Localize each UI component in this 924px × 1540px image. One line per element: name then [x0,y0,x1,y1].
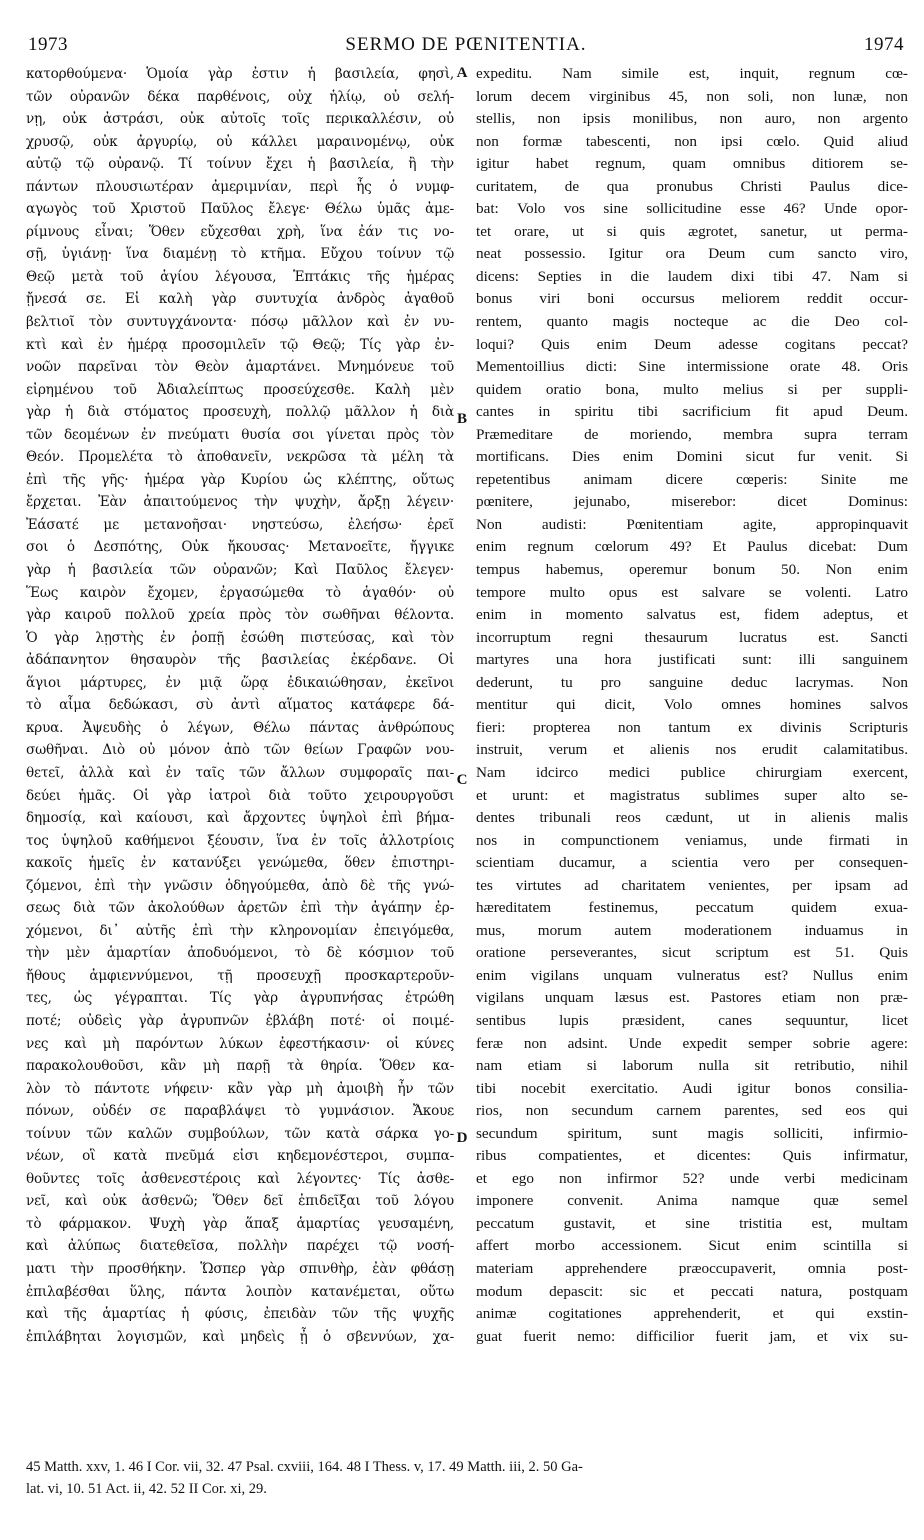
latin-text-line: curitatem, de qua pronubus Christi Paulus dice- [476,177,908,195]
latin-text-line: stellis, non ipsis monilibus, non auro, non argento [476,110,908,128]
greek-text-line: σωθῆναι. Διὸ οὐ μόνον ἀπὸ τῶν θείων Γραφῶν νου- [26,742,454,759]
latin-text-line: nam etiam si laborum nulla sit retributio, nihil [476,1057,908,1075]
latin-text-line: non formæ tabescenti, non ipsi cœlo. Quid aliud [476,132,908,150]
greek-text-line: Θεῷ μετὰ τοῦ ἁγίου λέγουσα, Ἑπτάκις τῆς ἡμέρας [26,268,454,285]
greek-text-line: κτὶ καὶ ἐν ἡμέρᾳ προσομιλεῖν τῷ Θεῷ; Τίς γὰρ ἐν- [26,336,454,353]
latin-text-line: Non audisti: Pœnitentiam agite, appropinquavit [476,515,908,533]
greek-text-line: δημοσίᾳ, καὶ καίουσι, καὶ ἄρχοντες ὑψηλοὶ ἐπὶ βήμα- [26,810,454,827]
greek-text-line: τὸ αἷμα δεδώκασι, σὺ ἀντὶ αἵματος κατάφερε δά- [26,697,454,714]
latin-text-line: nos in compunctionem veniamus, unde firmati in [476,831,908,849]
greek-text-line: Θεόν. Προμελέτα τὸ ἀποθανεῖν, νεκρῶσα τὰ μέλη τὰ [26,449,454,466]
latin-text-line: dederunt, tu pro sanguine deduc lacrymas. Non [476,673,908,691]
greek-text-line: θοῦντες τοῖς ἀσθενεστέροις καὶ λέγοντες· Τίς ἀσθε- [26,1170,454,1187]
latin-text-line: dentes tribunali reos cædunt, ut in alienis malis [476,809,908,827]
greek-text-line: τοίνυν τῶν καλῶν συμβούλων, τῶν κατὰ σάρκα γο- [26,1125,454,1142]
greek-text-line: ἔρχεται. Ἐὰν ἀπαιτούμενος τὴν ψυχὴν, ἄρξῃ λέγειν· [26,494,454,511]
latin-text-line: lorum decem virginibus 45, non soli, non lunæ, non [476,87,908,105]
latin-text-line: expeditu. Nam simile est, inquit, regnum cœ- [476,65,908,82]
greek-text-line: τὸ φάρμακον. Ψυχὴ γὰρ ἅπαξ ἁμαρτίας γευσαμένη, [26,1215,454,1232]
greek-text-line: σῇ, ὑγιάνῃ· ἵνα διαμένῃ τὸ κτῆμα. Εὔχου τοίνυν τῷ [26,246,454,263]
greek-text-line: καὶ τῆς ἁμαρτίας ἡ φύσις, ἐπειδὰν τῶν τῆς ψυχῆς [26,1306,454,1323]
latin-text-line: enim vigilans unquam vulneratus est? Nullus enim [476,966,908,984]
latin-text-line: scientiam ducamur, a scientia vero per consequen- [476,854,908,872]
greek-text-line: καὶ ἀλύπως διατεθεῖσα, πολλὴν παρέχει τῷ νοσή- [26,1238,454,1255]
latin-text-line: dicens: Septies in die laudem dixi tibi 47. Nam si [476,267,908,285]
section-marker-c: C [456,772,468,788]
greek-text-line: ἅγιοι μάρτυρες, ἐν μιᾷ ὥρᾳ ἐδικαιώθησαν, ἐκεῖνοι [26,674,454,691]
greek-text-line: νεῖ, καὶ οὐκ ἀσθενῶ; Ὅθεν δεῖ ἐπιδεῖξαι τοῦ λόγου [26,1193,454,1210]
latin-text-line: enim regnum cœlorum 49? Et Paulus dicebat: Dum [476,538,908,556]
latin-text-line: repetentibus animam dicere cœperis: Sinite me [476,470,908,488]
latin-text-line: loqui? Quis enim Deum adesse cogitans peccat? [476,335,908,353]
greek-text-line: βελτιοῖ τὸν συντυγχάνοντα· πόσῳ μᾶλλον καὶ ἐν νυ- [26,314,454,331]
greek-text-line: τες, ὡς γέγραπται. Τίς γὰρ ἀγρυπνήσας ἐτρώθη [26,990,454,1007]
running-title: SERMO DE PŒNITENTIA. [345,34,587,55]
greek-text-line: ἐπιλαβέσθαι ὕλης, πάντα λοιπὸν κατανέμεται, οὕτω [26,1283,454,1300]
greek-text-line: λὸν τὸ πάντοτε νήφειν· κἂν γὰρ μὴ ἀμοιβὴ ἦν τῶν [26,1080,454,1097]
page-header [28,34,904,58]
latin-text-line: sentibus lupis præsident, canes sequuntur, licet [476,1011,908,1029]
latin-text-line: enim in momento salvatus est, fidem adeptus, et [476,606,908,624]
greek-text-line: Ἐάσατέ με μετανοῆσαι· νηστεύσω, ἐλεήσω· ἐρεῖ [26,516,454,533]
latin-text-line: martyres una hora justificati sunt: illi sanguinem [476,651,908,669]
latin-text-line: affert morbo accessionem. Sicut enim scintilla si [476,1237,908,1255]
latin-text-line: vigilans unquam læsus est. Pastores etiam non præ- [476,989,908,1007]
greek-text-line: τὴν μὲν ἁμαρτίαν ἀποδυόμενοι, τὸ δὲ κόσμιον τοῦ [26,945,454,962]
section-marker-d: D [456,1130,468,1146]
latin-text-line: tempus habemus, operemur bonum 50. Non enim [476,561,908,579]
latin-text-line: cantes in spiritu tibi sacrificium fit apud Deum. [476,403,908,421]
latin-text-line: secundum spiritum, sunt magis solliciti, infirmio- [476,1124,908,1142]
greek-text-line: γὰρ ἡ διὰ στόματος προσευχὴ, πολλῷ μᾶλλον ἡ διὰ [26,404,454,421]
greek-text-line: δεύει ἡμᾶς. Οἱ γὰρ ἰατροὶ διὰ τοῦτο χειρουργοῦσι [26,787,454,804]
latin-text-line: instruit, verum et alienis nos erudit calamitatibus. [476,741,908,759]
latin-text-line: imponere convenit. Anima namque quæ semel [476,1192,908,1210]
greek-text-line: ματι τὴν προσθήκην. Ὥσπερ γὰρ σπινθὴρ, ἐὰν φθάσῃ [26,1260,454,1277]
greek-text-line: τος ὑψηλοῦ καθήμενοι ξέουσιν, ἵνα ἐν τοῖς ἀλλοτρίοις [26,832,454,849]
latin-text-line: Præmeditare de moriendo, membra supra terram [476,425,908,443]
latin-text-line: et urunt: et magistratus sublimes super alto se- [476,786,908,804]
latin-text-line: quidem oratio bona, multo melius si per suppli- [476,380,908,398]
greek-text-line: σοι ὁ Δεσπότης, Οὐκ ἤκουσας· Μετανοεῖτε, ἤγγικε [26,539,454,556]
latin-text-line: mortificans. Dies enim Domini sicut fur venit. Si [476,448,908,466]
section-marker-a: A [456,65,468,81]
latin-text-line: guat fuerit nemo: difficilior fuerit jam, et vix su- [476,1327,908,1345]
latin-text-line: mus, morum autem moderationem induamus in [476,921,908,939]
latin-text-line: tempore multo opus est salvare se volenti. Latro [476,583,908,601]
latin-text-line: ribus compatientes, et dicentes: Quis infirmatur, [476,1147,908,1165]
greek-text-line: εἰρημένου τοῦ Ἀδιαλείπτως προσεύχεσθε. Καλὴ μὲν [26,381,454,398]
greek-text-line: ἀδάπανητον θησαυρὸν τῆς βασιλείας ἐκέρδανε. Οἱ [26,652,454,669]
latin-text-line: neat possessio. Igitur ora Deum cum sancto viro, [476,245,908,263]
latin-text-line: tes virtutes ad charitatem venientes, per ipsam ad [476,876,908,894]
greek-text-line: τῶν δεομένων ἐν πνεύματι θυσία σοι γίνεται πρὸς τὸν [26,426,454,443]
greek-text-line: θετεῖ, ἀλλὰ καὶ ἐν ταῖς τῶν ἄλλων συμφοραῖς παι- [26,764,454,781]
greek-text-line: ᾔνεσά σε. Εἰ καλὴ γὰρ συντυχία ἀνδρὸς ἀγαθοῦ [26,291,454,308]
latin-text-line: bonus viri boni occursus meliorem reddit occur- [476,290,908,308]
latin-text-line: hæreditatem festinemus, peccatum quidem exua- [476,899,908,917]
greek-text-line: τῶν οὐρανῶν δέκα παρθένοις, οὐχ ἡλίῳ, οὐ σελή- [26,88,454,105]
latin-text-line: fieri: propterea non tantum ex divinis Scripturis [476,718,908,736]
greek-text-line: Ὁ γὰρ λῃστὴς ἐν ῥοπῇ ἐσώθη πιστεύσας, καὶ τὸν [26,629,454,646]
footnote-line: lat. vi, 10. 51 Act. ii, 42. 52 II Cor. xi, 29. [26,1481,267,1497]
page-number-right: 1974 [864,34,904,55]
greek-text-line: γὰρ ἡ βασιλεία τῶν οὐρανῶν; Καὶ Παῦλος ἔλεγεν· [26,562,454,579]
greek-text-line: πόνων, οὐδέν σε παραβλάψει τὸ γυμνάσιον. Ἄκουε [26,1103,454,1120]
greek-text-line: νέων, οἳ κατὰ πνεῦμά εἰσι κηδεμονέστεροι, συμπα- [26,1148,454,1165]
latin-text-line: feræ non adsint. Unde expedit semper sobrie agere: [476,1034,908,1052]
greek-text-line: ρίμνους εἶναι; Ὅθεν εὔχεσθαι χρὴ, ἵνα ἐάν τις νο- [26,223,454,240]
section-marker-b: B [456,411,467,427]
latin-text-line: mentitur qui dicit, Volo omnes homines salvos [476,696,908,714]
latin-text-line: rentem, quanto magis nocteque ac die Deo col- [476,313,908,331]
latin-column [476,63,908,1348]
greek-text-line: νες καὶ μὴ παρόντων λύκων ἐφεστήκασιν· οἱ κύνες [26,1035,454,1052]
greek-text-line: κακοῖς ἡμεῖς ἐν κατανύξει γενώμεθα, ὅθεν ἐπιστηρι- [26,855,454,872]
latin-text-line: Nam idcirco medici publice chirurgiam exercent, [476,763,908,781]
latin-text-line: materiam apprehendere præoccupaverit, omnia post- [476,1259,908,1277]
greek-text-line: ζόμενοι, ἐπὶ τὴν γνῶσιν ὁδηγούμεθα, ἀπὸ δὲ τῆς γνώ- [26,877,454,894]
latin-text-line: igitur habet regnum, quam omnibus ditiorem se- [476,155,908,173]
greek-text-line: νῃ, οὐκ ἀστράσι, οὐκ αὐτοῖς τοῖς περικαλλέσιν, οὐ [26,111,454,128]
latin-text-line: modum depascit: sic et peccati natura, postquam [476,1282,908,1300]
greek-text-line: σεως διὰ τῶν ἀκολούθων ἀρετῶν ἐπὶ τὴν ἀγάπην ἐρ- [26,900,454,917]
greek-column [26,63,454,1348]
greek-text-line: ἐπιλάβηται λογισμῶν, καὶ μηδεὶς ᾖ ὁ σβεννύων, χα- [26,1328,454,1345]
latin-text-line: incorruptum regni thesaurum lucratus est. Sancti [476,628,908,646]
latin-text-line: bat: Volo vos sine sollicitudine esse 46? Unde opor- [476,200,908,218]
greek-text-line: πάντων πλουσιωτέραν ἀμεριμνίαν, περὶ ἧς ὁ νυμφ- [26,178,454,195]
latin-text-line: oratione perseverantes, sicut scriptum est 51. Quis [476,944,908,962]
greek-text-line: χόμενοι, δι᾽ αὐτῆς ἐπὶ τὴν κληρονομίαν ἐπειγόμεθα, [26,922,454,939]
latin-text-line: tet orare, ut si quis ægrotet, sanetur, ut perma- [476,222,908,240]
greek-text-line: κρυα. Ἀψευδὴς ὁ λέγων, Θέλω πάντας ἀνθρώπους [26,719,454,736]
greek-text-line: ποτέ; οὐδεὶς γὰρ ἀγρυπνῶν ἐβλάβη ποτέ· οἱ ποιμέ- [26,1012,454,1029]
latin-text-line: pœnitere, jejunabo, miserebor: dicet Dominus: [476,493,908,511]
latin-text-line: et ego non infirmor 52? unde verbi medicinam [476,1169,908,1187]
latin-text-line: Mementoillius dicti: Sine intermissione orate 48. Oris [476,358,908,376]
greek-text-line: ἤθους ἀμφιεννύμενοι, τῇ προσευχῇ προσκαρτεροῦν- [26,967,454,984]
greek-text-line: παρακολουθοῦσι, κἂν μὴ παρῇ τὰ θηρία. Ὅθεν κα- [26,1058,454,1075]
greek-text-line: Ἕως καιρὸν ἔχομεν, ἐργασώμεθα τὸ ἀγαθόν· οὐ [26,584,454,601]
greek-text-line: αγωγὸς τοῦ Χριστοῦ Παῦλος ἔλεγε· Θέλω ὑμᾶς ἀμε- [26,201,454,218]
latin-text-line: tibi nocebit exercitatio. Audi igitur bonos consilia- [476,1079,908,1097]
latin-text-line: animæ cogitationes apprehenderit, et qui exstin- [476,1305,908,1323]
greek-text-line: νοῶν παρεῖναι τὸν Θεὸν ἁμαρτάνει. Μνημόνευε τοῦ [26,359,454,376]
greek-text-line: χρυσῷ, οὐκ ἀργυρίῳ, οὐ κάλλει μαραινομένῳ, οὐκ [26,133,454,150]
greek-text-line: γὰρ καιροῦ πολλοῦ χρεία πρὸς τὸν σωθῆναι θέλοντα. [26,607,454,624]
latin-text-line: peccatum gustavit, et sine tristitia est, multam [476,1214,908,1232]
greek-text-line: αὐτῷ τῷ οὐρανῷ. Τί τοίνυν ἔχει ἡ βασιλεία, ἢ τὴν [26,156,454,173]
greek-text-line: κατορθούμενα· Ὁμοία γὰρ ἐστιν ἡ βασιλεία, φησὶ, [26,66,454,82]
footnote-line: 45 Matth. xxv, 1. 46 I Cor. vii, 32. 47 Psal. cxviii, 164. 48 I Thess. v, 17. 49 Matth. iii, 2. 50 Ga- [26,1459,583,1475]
latin-text-line: rios, non secundum carnem parentes, sed eos qui [476,1102,908,1120]
page-number-left: 1973 [28,34,68,55]
greek-text-line: ἐπὶ τῆς γῆς· ἡμέρα γὰρ Κυρίου ὡς κλέπτης, οὕτως [26,471,454,488]
